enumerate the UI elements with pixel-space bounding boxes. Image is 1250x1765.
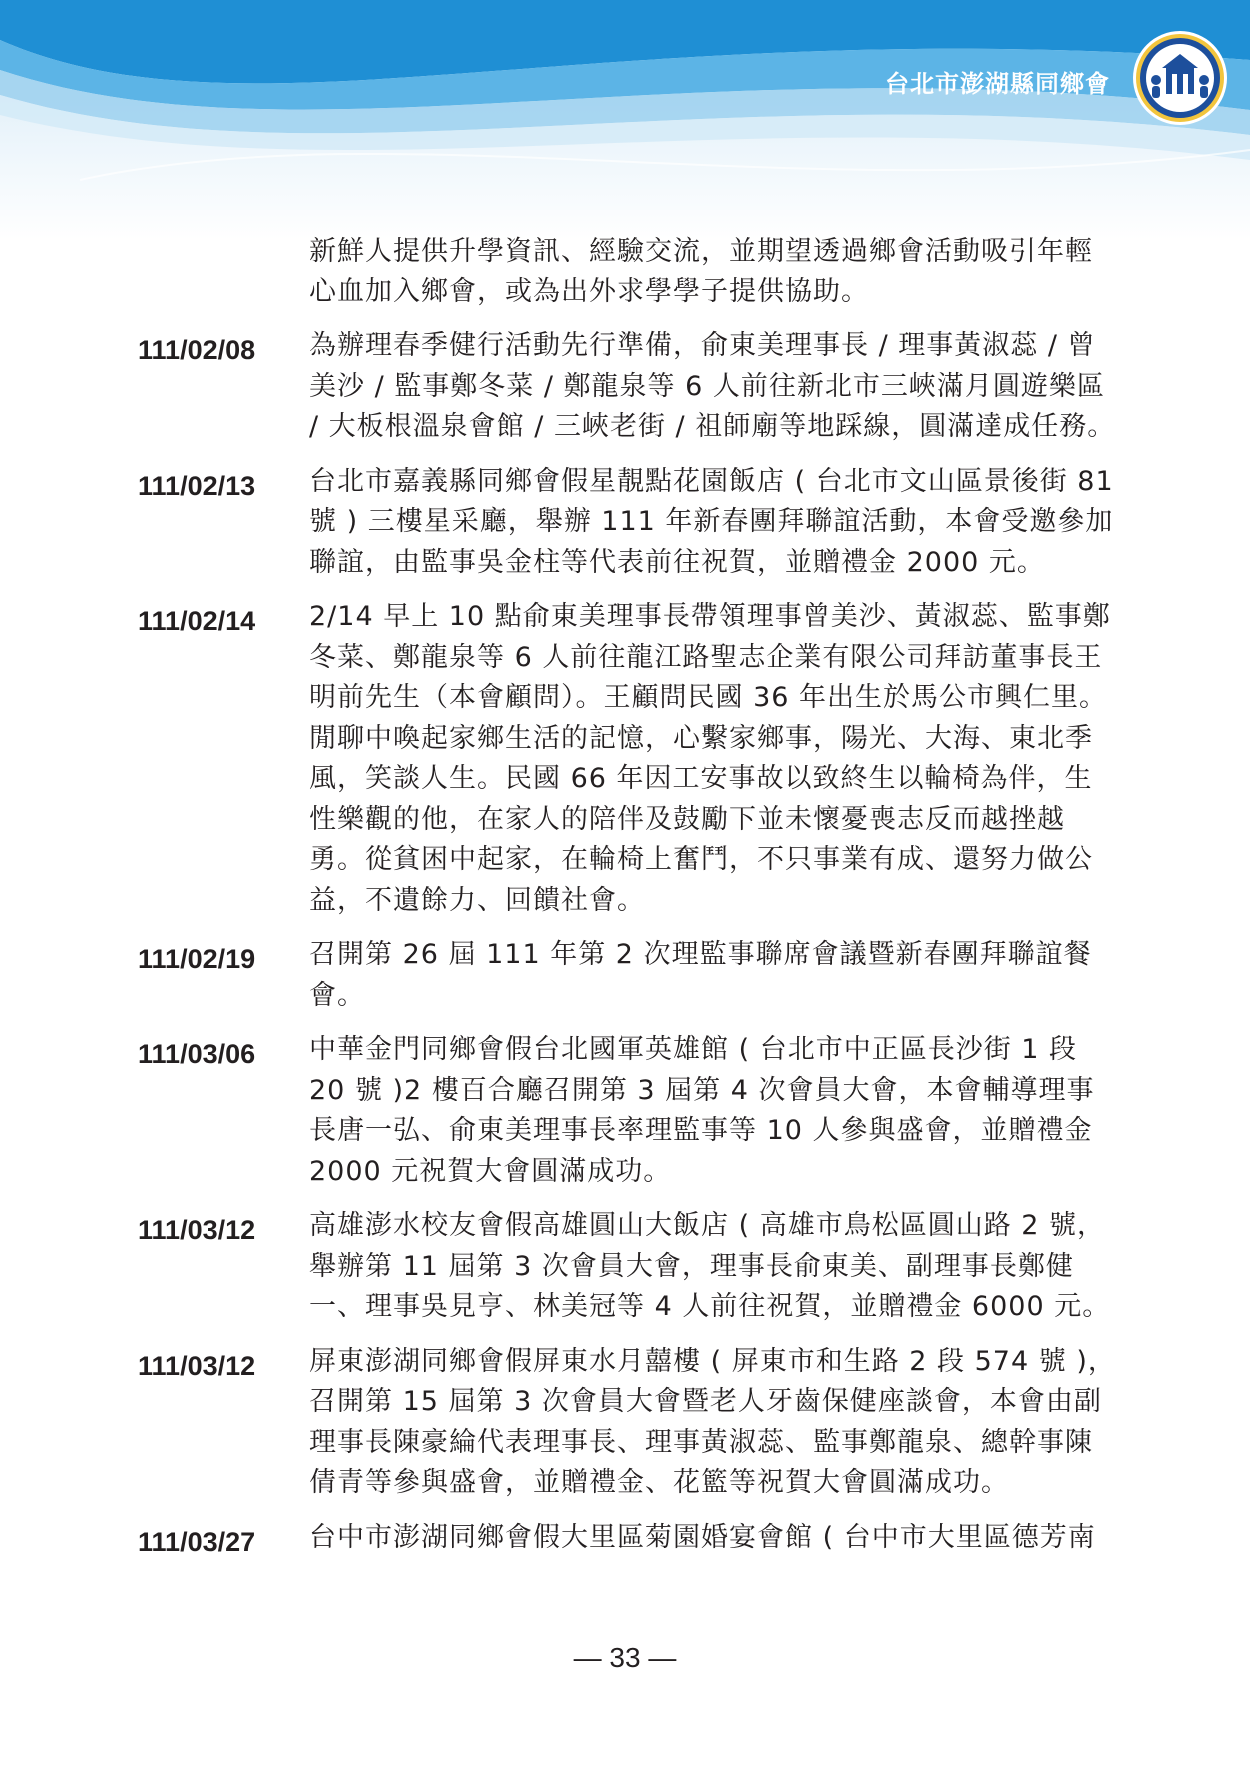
entry-date: 111/02/08 (138, 335, 256, 365)
page-number: — 33 — (573, 1642, 677, 1673)
entry-text: 屏東澎湖同鄉會假屏東水月囍樓 ( 屏東市和生路 2 段 574 號 )，召開第 15 屆第 3 次會員大會暨老人牙齒保健座談會，本會由副理事長陳豪綸代表理事長、理事黃淑蕊、監事鄭龍泉、總幹事陳倩青等參與盛會，並贈禮金、花籃等祝賀大會圓滿成功。 (309, 1345, 1116, 1498)
intro-paragraph: 新鮮人提供升學資訊、經驗交流，並期望透過鄉會活動吸引年輕心血加入鄉會，或為出外求學學子提供協助。 (309, 236, 1093, 307)
entry-text: 台中市澎湖同鄉會假大里區菊園婚宴會館 ( 台中市大里區德芳南 (309, 1521, 1096, 1553)
entry-item (138, 935, 1118, 1016)
entry-date: 111/03/12 (138, 1215, 256, 1245)
entry-item (138, 326, 1118, 448)
entry-text: 台北市嘉義縣同鄉會假星靚點花園飯店 ( 台北市文山區景後街 81 號 ) 三樓星采廳，舉辦 111 年新春團拜聯誼活動，本會受邀參加聯誼，由監事吳金柱等代表前往祝賀，並贈禮金 2000 元。 (309, 465, 1114, 578)
main-content (138, 232, 1118, 1562)
header-band (0, 0, 1250, 240)
entry-date: 111/02/19 (138, 944, 256, 974)
entry-item (138, 462, 1118, 584)
entry-date: 111/02/14 (138, 606, 256, 636)
entry-item (138, 597, 1118, 921)
entry-text: 中華金門同鄉會假台北國軍英雄館 ( 台北市中正區長沙街 1 段 20 號 )2 樓百合廳召開第 3 屆第 4 次會員大會，本會輔導理事長唐一弘、俞東美理事長率理監事等 10 人參與盛會，並贈禮金 2000 元祝賀大會圓滿成功。 (309, 1034, 1095, 1187)
entry-text: 為辦理春季健行活動先行準備，俞東美理事長 / 理事黃淑蕊 / 曾美沙 / 監事鄭冬菜 / 鄭龍泉等 6 人前往新北市三峽滿月圓遊樂區 / 大板根溫泉會館 / 三峽老街 / 祖師廟等地踩線，圓滿達成任務。 (309, 330, 1116, 442)
association-emblem-icon (1136, 34, 1224, 122)
entry-text: 高雄澎水校友會假高雄圓山大飯店 ( 高雄市鳥松區圓山路 2 號，舉辦第 11 屆第 3 次會員大會，理事長俞東美、副理事長鄭健一、理事吳見亨、林美冠等 4 人前往祝賀，並贈禮金 6000 元。 (309, 1210, 1111, 1322)
org-name: 台北市澎湖縣同鄉會 (885, 70, 1110, 98)
entry-date: 111/03/27 (138, 1526, 256, 1557)
entry-date: 111/02/13 (138, 470, 256, 501)
wave-decoration (0, 0, 1250, 240)
entry-text: 2/14 早上 10 點俞東美理事長帶領理事曾美沙、黃淑蕊、監事鄭冬菜、鄭龍泉等 6 人前往龍江路聖志企業有限公司拜訪董事長王明前先生（本會顧問）。王顧問民國 36 年出生於馬公市興仁里。閒聊中喚起家鄉生活的記憶，心繫家鄉事，陽光、大海、東北季風，笑談人生。民國 66 年因工安事故以致終生以輪椅為伴，生性樂觀的他，在家人的陪伴及鼓勵下並未懷憂喪志反而越挫越勇。從貧困中起家，在輪椅上奮鬥，不只事業有成、還努力做公益，不遺餘力、回饋社會。 (309, 601, 1111, 916)
entry-item (138, 1030, 1118, 1192)
entry-date: 111/03/06 (138, 1039, 256, 1069)
entry-item (138, 1342, 1118, 1504)
entry-item (138, 1206, 1118, 1328)
entry-text: 召開第 26 屆 111 年第 2 次理監事聯席會議暨新春團拜聯誼餐會。 (309, 939, 1092, 1011)
entry-item (138, 1518, 1118, 1562)
entry-date: 111/03/12 (138, 1350, 256, 1381)
